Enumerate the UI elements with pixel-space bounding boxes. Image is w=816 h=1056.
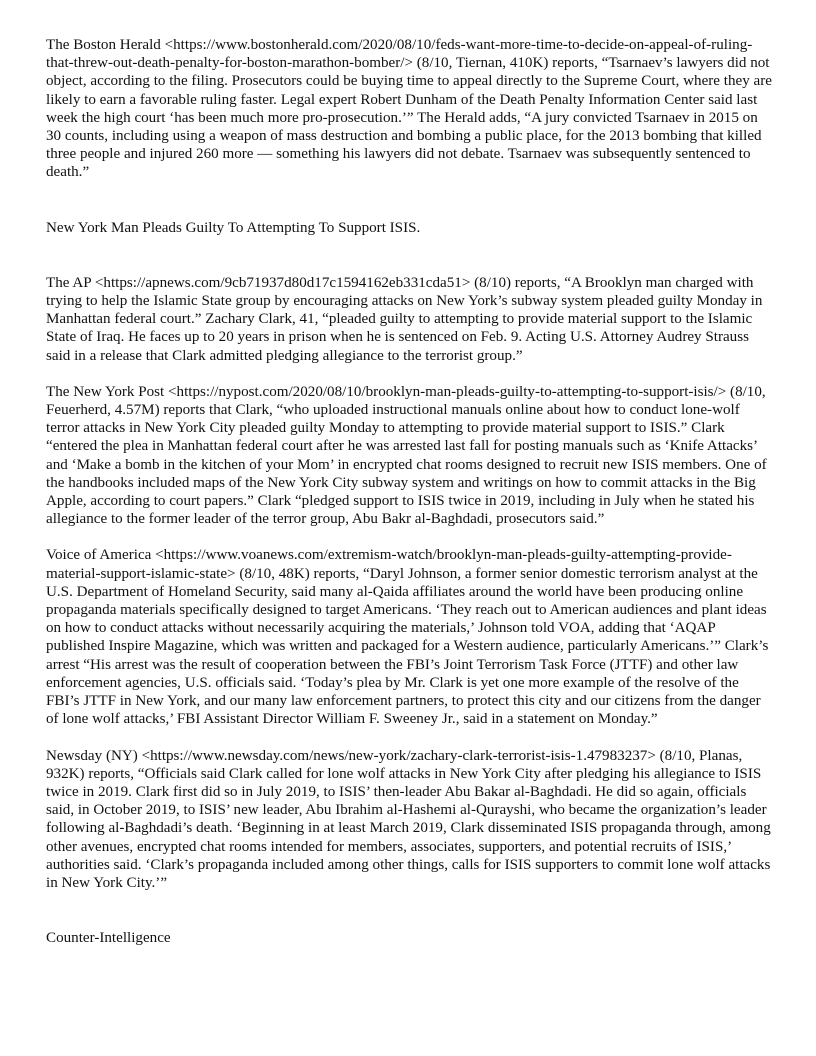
section-heading-isis-plea: New York Man Pleads Guilty To Attempting To Support ISIS. [46, 219, 421, 236]
paragraph-ap: The AP <https://apnews.com/9cb71937d80d17c1594162eb331cda51> (8/10) reports, “A Brooklyn man charged with trying to help the Islamic State group by encouraging attacks on New York’s subway system pleaded guilty Monday in Manhattan federal court.” Zachary Clark, 41, “pleaded guilty to attempting to provide material support to the Islamic State of Iraq. He faces up to 20 years in prison when he is sentenced on Feb. 9. Acting U.S. Attorney Audrey Strauss said in a release that Clark admitted pledging allegiance to the terrorist group.” [46, 274, 763, 364]
paragraph-new-york-post: The New York Post <https://nypost.com/2020/08/10/brooklyn-man-pleads-guilty-to-attempting-to-support-isis/> (8/10, Feuerherd, 4.57M) reports that Clark, “who uploaded instructional manuals online about how to conduct lone-wolf terror attacks in New York City pleaded guilty Monday to attempting to provide material support to ISIS.” Clark “entered the plea in Manhattan federal court after he was arrested last fall for posting manuals such as ‘Knife Attacks’ and ‘Make a bomb in the kitchen of your Mom’ in encrypted chat rooms designed to recruit new ISIS members. One of the handbooks included maps of the New York City subway system and writings on how to commit attacks in the Big Apple, according to court papers.” Clark “pledged support to ISIS twice in 2019, including in July when he stated his allegiance to the former leader of the terror group, Abu Bakr al-Baghdadi, prosecutors said.” [46, 383, 767, 528]
paragraph-voice-of-america: Voice of America <https://www.voanews.com/extremism-watch/brooklyn-man-pleads-guilty-attempting-provide-material-support-islamic-state> (8/10, 48K) reports, “Daryl Johnson, a former senior domestic terrorism analyst at the U.S. Department of Homeland Security, said many al-Qaida affiliates around the world have been producing online propaganda materials specifically designed to target Americans. ‘They reach out to American audiences and plant ideas on how to conduct attacks without necessarily acquiring the materials,’ Johnson told VOA, adding that ‘AQAP published Inspire Magazine, which was written and packaged for a Western audience, particularly Americans.’” Clark’s arrest “His arrest was the result of cooperation between the FBI’s Joint Terrorism Task Force (JTTF) and other law enforcement agencies, U.S. officials said. ‘Today’s plea by Mr. Clark is yet one more example of the resolve of the FBI’s JTTF in New York, and our many law enforcement partners, to protect this city and our citizens from the danger of lone wolf attacks,’ FBI Assistant Director William F. Sweeney Jr., said in a statement on Monday.” [46, 547, 769, 728]
document-page [46, 36, 772, 947]
paragraph-boston-herald: The Boston Herald <https://www.bostonherald.com/2020/08/10/feds-want-more-time-to-decide-on-appeal-of-ruling-that-threw-out-death-penalty-for-boston-marathon-bomber/> (8/10, Tiernan, 410K) reports, “Tsarnaev’s lawyers did not object, according to the filing. Prosecutors could be buying time to appeal directly to the Supreme Court, where they are likely to earn a favorable ruling faster. Legal expert Robert Dunham of the Death Penalty Information Center said last week the high court ‘has been much more pro-prosecution.’” The Herald adds, “A jury convicted Tsarnaev in 2015 on 30 counts, including using a weapon of mass destruction and bombing a public place, for the 2013 bombing that killed three people and injured 260 more — something his lawyers did not debate. Tsarnaev was subsequently sentenced to death.” [46, 37, 772, 181]
section-heading-counter-intelligence: Counter-Intelligence [46, 930, 171, 947]
paragraph-newsday: Newsday (NY) <https://www.newsday.com/news/new-york/zachary-clark-terrorist-isis-1.47983237> (8/10, Planas, 932K) reports, “Officials said Clark called for lone wolf attacks in New York City after pledging his allegiance to ISIS twice in 2019. Clark first did so in July 2019, to ISIS’ then-leader Abu Bakar al-Baghdadi. He did so again, officials said, in October 2019, to ISIS’ new leader, Abu Ibrahim al-Hashemi al-Qurayshi, who became the organization’s leader following al-Baghdadi’s death. ‘Beginning in at least March 2019, Clark disseminated ISIS propaganda through, among other avenues, encrypted chat rooms intended for members, associates, supporters, and potential recruits of ISIS,’ authorities said. ‘Clark’s propaganda included among other things, calls for ISIS supporters to commit lone wolf attacks in New York City.’” [46, 747, 771, 891]
